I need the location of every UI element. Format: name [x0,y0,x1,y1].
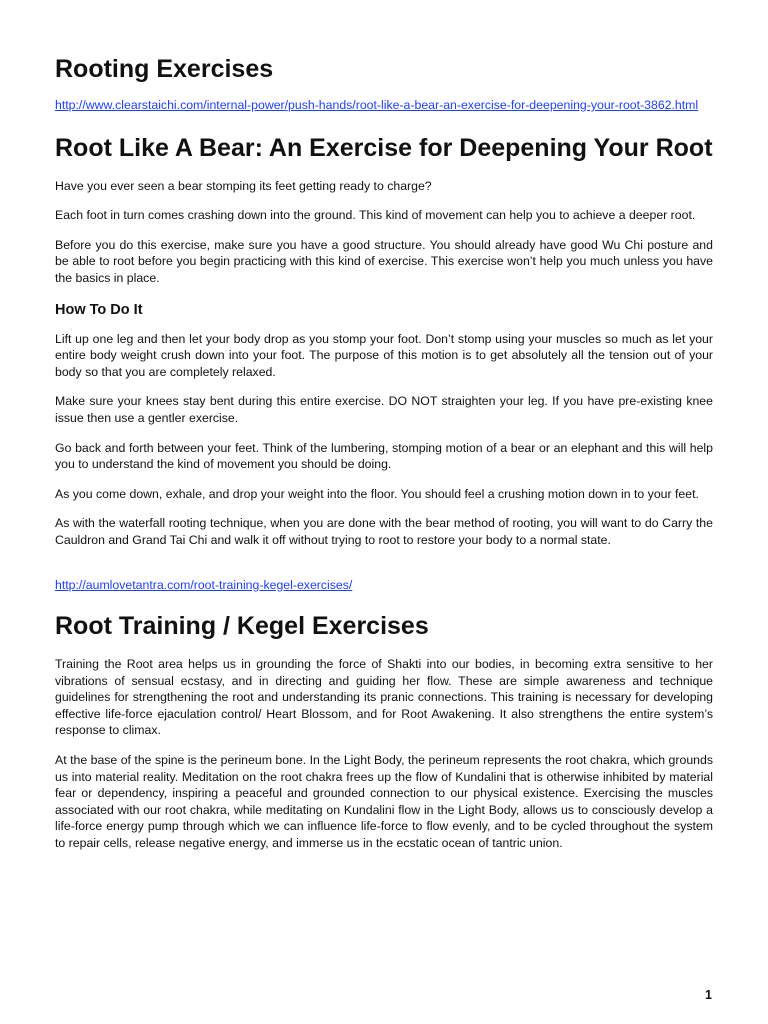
paragraph: Have you ever seen a bear stomping its feet getting ready to charge? [55,178,432,193]
document-page [55,52,713,852]
section-heading-root-training: Root Training / Kegel Exercises [55,612,429,641]
paragraph: Make sure your knees stay bent during this entire exercise. DO NOT straighten your leg. If you have pre-existing knee issue then use a gentler exercise. [55,394,713,425]
paragraph: Before you do this exercise, make sure you have a good structure. You should already have good Wu Chi posture and be able to root before you begin practicing with this kind of exercise. This exercise won’t help you much unless you have the basics in place. [55,237,713,285]
paragraph: Each foot in turn comes crashing down into the ground. This kind of movement can help you to achieve a deeper root. [55,208,696,223]
paragraph: Training the Root area helps us in grounding the force of Shakti into our bodies, in becoming extra sensitive to her vibrations of sensual ecstasy, and in directing and guiding her flow. These are simple awareness and technique guidelines for strengthening the root and understanding its pranic connections. This training is necessary for developing effective life-force ejaculation control/ Heart Blossom, and for Root Awakening. It also strengthens the entire system’s response to climax. [55,657,713,738]
paragraph: As you come down, exhale, and drop your weight into the floor. You should feel a crushing motion down in to your feet. [55,486,699,501]
paragraph: Go back and forth between your feet. Think of the lumbering, stomping motion of a bear or an elephant and this will help you to understand the kind of movement you should be doing. [55,440,713,472]
subheading-how-to-do-it: How To Do It [55,301,143,318]
source-link-clearstaichi[interactable]: http://www.clearstaichi.com/internal-power/push-hands/root-like-a-bear-an-exercise-for-deepening-your-root-3862.html [55,98,699,112]
paragraph: Lift up one leg and then let your body drop as you stomp your foot. Don’t stomp using your muscles so much as let your entire body weight crush down into your foot. The purpose of this motion is to get absolutely all the tension out of your body so that you are completely relaxed. [55,331,713,379]
document-title: Rooting Exercises [55,55,274,83]
page-number: 1 [705,988,712,1002]
source-link-aumlovetantra[interactable]: http://aumlovetantra.com/root-training-kegel-exercises/ [55,577,353,592]
section-heading-root-like-a-bear: Root Like A Bear: An Exercise for Deepening Your Root [55,133,713,162]
paragraph: At the base of the spine is the perineum bone. In the Light Body, the perineum represents the root chakra, which grounds us into material reality. Meditation on the root chakra frees up the flow of Kundalini that is otherwise inhibited by material fear or dependency, inspiring a peaceful and grounded connection to our physical existence. Exercising the muscles associated with our root chakra, while meditating on Kundalini flow in the Light Body, allows us to consciously develop a life-force energy pump through which we can influence life-force to flow evenly, and to be cycled throughout the system to repair cells, release negative energy, and immerse us in the ecstatic ocean of tantric union. [55,753,713,851]
paragraph: As with the waterfall rooting technique, when you are done with the bear method of rooting, you will want to do Carry the Cauldron and Grand Tai Chi and walk it off without trying to root to restore your body to a normal state. [55,516,713,547]
